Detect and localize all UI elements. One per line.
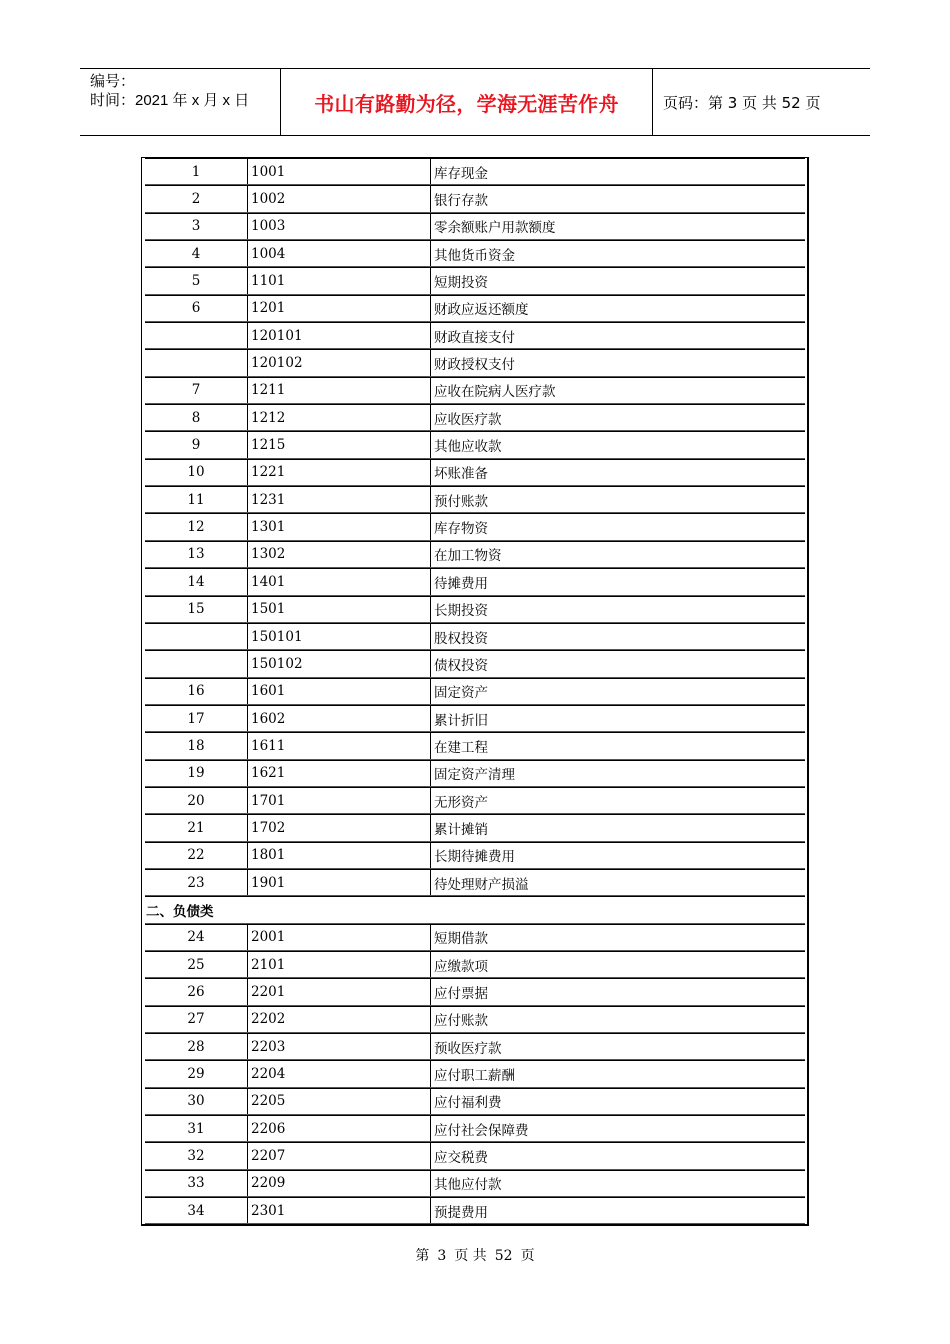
account-name-cell: 预提费用	[434, 1204, 488, 1221]
header-number-label: 编号：	[90, 73, 136, 90]
account-code-cell: 1221	[248, 460, 431, 485]
table-row	[145, 596, 805, 623]
header-page-label: 页码：第 3 页 共 52 页	[663, 93, 821, 112]
account-code-cell: 1002	[248, 186, 431, 211]
account-code-cell: 1201	[248, 296, 431, 321]
row-number-cell: 30	[145, 1089, 248, 1114]
footer-prefix: 第	[415, 1248, 430, 1264]
account-name-cell: 应缴款项	[434, 958, 488, 975]
row-number-cell: 1	[145, 159, 248, 184]
table-row	[145, 787, 805, 814]
table-row	[145, 760, 805, 787]
row-number-cell: 24	[145, 925, 248, 950]
table-row	[145, 213, 805, 240]
table-row	[145, 240, 805, 267]
table-row	[145, 1197, 805, 1224]
row-number-cell: 10	[145, 460, 248, 485]
account-name-cell: 财政应返还额度	[434, 302, 529, 319]
row-number-cell: 5	[145, 268, 248, 293]
account-name-cell: 在建工程	[434, 739, 488, 756]
account-name-cell: 财政授权支付	[434, 357, 515, 374]
account-code-cell: 1601	[248, 679, 431, 704]
table-row	[145, 732, 805, 759]
table-row	[145, 158, 805, 185]
table-row	[145, 814, 805, 841]
account-code-cell: 2205	[248, 1089, 431, 1114]
row-number-cell: 3	[145, 214, 248, 239]
row-number-cell: 26	[145, 979, 248, 1004]
account-name-cell: 零余额账户用款额度	[434, 220, 556, 237]
account-code-cell: 1621	[248, 761, 431, 786]
account-name-cell: 应付社会保障费	[434, 1122, 529, 1139]
row-number-cell: 25	[145, 952, 248, 977]
row-number-cell: 9	[145, 432, 248, 457]
account-name-cell: 应付账款	[434, 1013, 488, 1030]
account-code-cell: 2001	[248, 925, 431, 950]
account-name-cell: 坏账准备	[434, 466, 488, 483]
table-row	[145, 486, 805, 513]
table-row	[145, 951, 805, 978]
account-code-cell: 1602	[248, 706, 431, 731]
row-number-cell: 21	[145, 815, 248, 840]
row-number-cell: 27	[145, 1007, 248, 1032]
row-number-cell: 15	[145, 597, 248, 622]
row-number-cell: 18	[145, 733, 248, 758]
account-code-cell: 2207	[248, 1143, 431, 1168]
account-code-cell: 1211	[248, 378, 431, 403]
account-name-cell: 固定资产	[434, 685, 488, 702]
account-name-cell: 应付职工薪酬	[434, 1068, 515, 1085]
account-name-cell: 长期投资	[434, 603, 488, 620]
row-number-cell: 31	[145, 1116, 248, 1141]
account-name-cell: 预付账款	[434, 493, 488, 510]
row-number-cell: 32	[145, 1143, 248, 1168]
account-name-cell: 库存物资	[434, 521, 488, 538]
row-number-cell: 4	[145, 241, 248, 266]
account-name-cell: 预收医疗款	[434, 1040, 502, 1057]
row-number-cell: 2	[145, 186, 248, 211]
account-code-cell: 1003	[248, 214, 431, 239]
table-row	[145, 705, 805, 732]
account-name-cell: 财政直接支付	[434, 329, 515, 346]
table-row	[145, 650, 805, 677]
row-number-cell: 7	[145, 378, 248, 403]
account-name-cell: 在加工物资	[434, 548, 502, 565]
row-number-cell	[145, 651, 248, 676]
footer-current-page: 3	[437, 1248, 447, 1264]
account-name-cell: 应收医疗款	[434, 411, 502, 428]
table-row	[145, 459, 805, 486]
account-code-cell: 1501	[248, 597, 431, 622]
table-row	[145, 431, 805, 458]
row-number-cell: 33	[145, 1171, 248, 1196]
account-name-cell: 应收在院病人医疗款	[434, 384, 556, 401]
table-row	[145, 1142, 805, 1169]
account-code-cell: 2301	[248, 1198, 431, 1223]
account-code-cell: 1302	[248, 542, 431, 567]
section-row	[145, 896, 805, 923]
account-code-cell: 2209	[248, 1171, 431, 1196]
account-code-cell: 1801	[248, 843, 431, 868]
table-row	[145, 267, 805, 294]
table-row	[145, 404, 805, 431]
account-code-cell: 1231	[248, 487, 431, 512]
footer-total-pages: 52	[494, 1248, 513, 1264]
row-number-cell: 8	[145, 405, 248, 430]
account-name-cell: 固定资产清理	[434, 767, 515, 784]
row-number-cell: 13	[145, 542, 248, 567]
header-slogan: 书山有路勤为径，学海无涯苦作舟	[281, 69, 653, 135]
account-table	[141, 157, 809, 1226]
row-number-cell: 16	[145, 679, 248, 704]
row-number-cell: 34	[145, 1198, 248, 1223]
row-number-cell: 12	[145, 514, 248, 539]
table-row	[145, 349, 805, 376]
account-code-cell: 2204	[248, 1061, 431, 1086]
table-row	[145, 623, 805, 650]
row-number-cell: 14	[145, 569, 248, 594]
account-name-cell: 长期待摊费用	[434, 849, 515, 866]
table-row	[145, 842, 805, 869]
account-code-cell: 1101	[248, 268, 431, 293]
account-name-cell: 累计折旧	[434, 712, 488, 729]
account-code-cell: 2203	[248, 1034, 431, 1059]
account-name-cell: 应付福利费	[434, 1095, 502, 1112]
row-number-cell	[145, 624, 248, 649]
row-number-cell	[145, 323, 248, 348]
table-row	[145, 322, 805, 349]
table-row	[145, 924, 805, 951]
row-number-cell: 20	[145, 788, 248, 813]
account-name-cell: 短期投资	[434, 275, 488, 292]
table-row	[145, 978, 805, 1005]
page-footer	[0, 1245, 950, 1265]
row-number-cell: 28	[145, 1034, 248, 1059]
header-time-label: 时间：2021 年 x 月 x 日	[90, 92, 250, 109]
table-row	[145, 541, 805, 568]
account-code-cell: 1001	[248, 159, 431, 184]
section-title: 二、负债类	[146, 903, 214, 920]
account-name-cell: 其他应收款	[434, 439, 502, 456]
account-name-cell: 累计摊销	[434, 821, 488, 838]
account-code-cell: 2202	[248, 1007, 431, 1032]
account-name-cell: 债权投资	[434, 657, 488, 674]
table-row	[145, 377, 805, 404]
account-code-cell: 1212	[248, 405, 431, 430]
account-code-cell: 2101	[248, 952, 431, 977]
row-number-cell: 17	[145, 706, 248, 731]
table-row	[145, 1006, 805, 1033]
header-meta	[80, 69, 281, 135]
footer-mid: 页 共	[454, 1248, 487, 1264]
account-code-cell: 120101	[248, 323, 431, 348]
footer-suffix: 页	[520, 1248, 535, 1264]
account-code-cell: 1701	[248, 788, 431, 813]
row-number-cell: 22	[145, 843, 248, 868]
account-code-cell: 2201	[248, 979, 431, 1004]
account-code-cell: 1004	[248, 241, 431, 266]
table-row	[145, 1088, 805, 1115]
table-row	[145, 678, 805, 705]
account-name-cell: 短期借款	[434, 931, 488, 948]
page-header	[80, 68, 870, 136]
row-number-cell: 11	[145, 487, 248, 512]
row-number-cell: 29	[145, 1061, 248, 1086]
table-row	[145, 1060, 805, 1087]
account-code-cell: 1702	[248, 815, 431, 840]
account-name-cell: 无形资产	[434, 794, 488, 811]
account-name-cell: 待摊费用	[434, 575, 488, 592]
table-row	[145, 185, 805, 212]
table-row	[145, 513, 805, 540]
account-name-cell: 其他货币资金	[434, 247, 515, 264]
account-code-cell: 2206	[248, 1116, 431, 1141]
account-name-cell: 应交税费	[434, 1150, 488, 1167]
account-code-cell: 120102	[248, 350, 431, 375]
table-row	[145, 1170, 805, 1197]
table-row	[145, 869, 805, 896]
table-row	[145, 295, 805, 322]
account-name-cell: 库存现金	[434, 165, 488, 182]
table-row	[145, 1033, 805, 1060]
account-name-cell: 银行存款	[434, 193, 488, 210]
account-code-cell: 150101	[248, 624, 431, 649]
table-row	[145, 568, 805, 595]
account-code-cell: 1301	[248, 514, 431, 539]
row-number-cell: 23	[145, 870, 248, 895]
account-code-cell: 150102	[248, 651, 431, 676]
account-name-cell: 待处理财产损溢	[434, 876, 529, 893]
account-code-cell: 1401	[248, 569, 431, 594]
account-code-cell: 1901	[248, 870, 431, 895]
account-code-cell: 1215	[248, 432, 431, 457]
table-row	[145, 1115, 805, 1142]
row-number-cell: 6	[145, 296, 248, 321]
account-name-cell: 其他应付款	[434, 1177, 502, 1194]
account-name-cell: 股权投资	[434, 630, 488, 647]
row-number-cell: 19	[145, 761, 248, 786]
row-number-cell	[145, 350, 248, 375]
account-code-cell: 1611	[248, 733, 431, 758]
account-name-cell: 应付票据	[434, 985, 488, 1002]
